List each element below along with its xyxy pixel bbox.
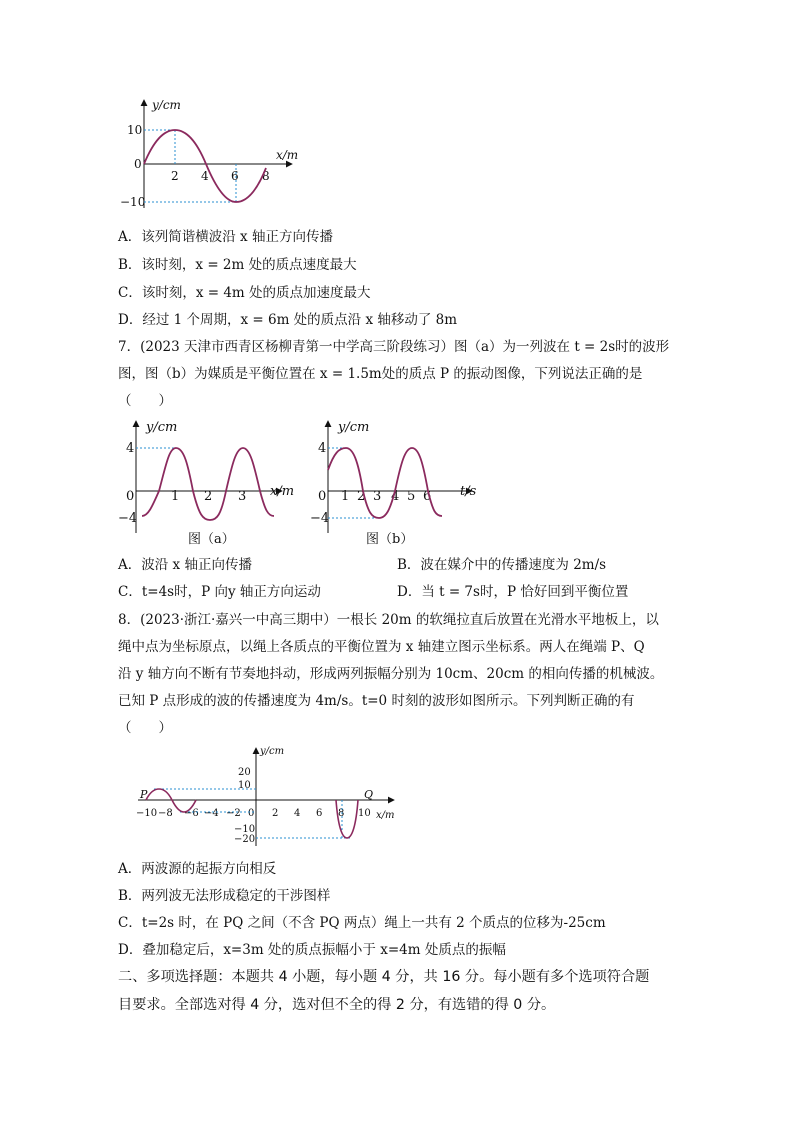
x-tick-label: 2 xyxy=(272,808,279,819)
q8-option-c[interactable]: C．t=2s 时，在 PQ 之间（不含 PQ 两点）绳上一共有 2 个质点的位移为-25cm xyxy=(118,915,606,931)
q6-option-a[interactable]: A．该列简谐横波沿 x 轴正方向传播 xyxy=(118,229,333,245)
x-tick-label: 4 xyxy=(201,169,209,183)
q8-stem-line2: 绳中点为坐标原点，以绳上各质点的平衡位置为 x 轴建立图示坐标系。两人在绳端 P、Q xyxy=(118,639,645,655)
y-tick-label: 0 xyxy=(134,157,142,171)
x-axis-label: x/m xyxy=(270,484,295,499)
x-tick-label: 4 xyxy=(294,808,301,819)
x-tick-label: −4 xyxy=(204,808,219,819)
x-tick-label: 6 xyxy=(316,808,323,819)
x-tick-label: 3 xyxy=(373,489,382,504)
x-tick-label: 8 xyxy=(338,808,345,819)
q7-answer-paren: （ ） xyxy=(118,393,172,409)
x-axis-label: t/s xyxy=(460,484,477,499)
y-tick-label: −4 xyxy=(118,511,138,526)
y-axis-label: y/cm xyxy=(152,98,181,112)
q6-option-c[interactable]: C．该时刻，x = 4m 处的质点加速度最大 xyxy=(118,285,371,301)
y-tick-label: 4 xyxy=(126,441,135,456)
q6-option-d[interactable]: D．经过 1 个周期，x = 6m 处的质点沿 x 轴移动了 8m xyxy=(118,312,458,328)
y-tick-label: −20 xyxy=(234,834,256,845)
q7-figure-b xyxy=(308,415,483,550)
x-tick-label: −6 xyxy=(184,808,199,819)
q7-option-d[interactable]: D．当 t = 7s时，P 恰好回到平衡位置 xyxy=(397,584,629,600)
q8-stem-line4: 已知 P 点形成的波的传播速度为 4m/s。t=0 时刻的波形如图所示。下列判断正确的有 xyxy=(118,693,635,709)
q8-stem-line1: 8．(2023·浙江·嘉兴一中高三期中）一根长 20m 的软绳拉直后放置在光滑水平地板上，以 xyxy=(118,612,659,628)
section2-heading-line1: 二、多项选择题：本题共 4 小题，每小题 4 分，共 16 分。每小题有多个选项符合题 xyxy=(118,969,650,985)
x-tick-label: 2 xyxy=(171,169,179,183)
x-tick-label: −2 xyxy=(226,808,241,819)
x-tick-label: 1 xyxy=(171,489,180,504)
y-tick-label: −4 xyxy=(310,511,330,526)
x-tick-label: 8 xyxy=(262,169,270,183)
y-tick-label: 0 xyxy=(318,489,327,504)
y-axis-label: y/cm xyxy=(260,746,285,757)
x-tick-label: 10 xyxy=(358,808,371,819)
x-tick-label: −8 xyxy=(158,808,173,819)
y-tick-label: 0 xyxy=(126,489,135,504)
figure-caption: 图（a） xyxy=(188,532,235,547)
wave-q-curve xyxy=(336,800,358,838)
x-axis-label: x/m xyxy=(376,810,395,821)
wave-curve xyxy=(144,130,266,202)
x-tick-label: 3 xyxy=(238,489,247,504)
q7-stem-line1: 7．(2023 天津市西青区杨柳青第一中学高三阶段练习）图（a）为一列波在 t = 2s时的波形 xyxy=(118,339,670,355)
x-tick-label: 2 xyxy=(204,489,213,504)
q6-option-b[interactable]: B．该时刻，x = 2m 处的质点速度最大 xyxy=(118,257,357,273)
x-tick-label: −10 xyxy=(136,808,158,819)
q8-option-d[interactable]: D．叠加稳定后，x=3m 处的质点振幅小于 x=4m 处质点的振幅 xyxy=(118,942,506,958)
x-tick-label: 6 xyxy=(231,169,239,183)
section2-heading-line2: 目要求。全部选对得 4 分，选对但不全的得 2 分，有选错的得 0 分。 xyxy=(118,997,556,1013)
x-tick-label: 4 xyxy=(391,489,400,504)
x-axis-label: x/m xyxy=(276,148,299,162)
q7-option-c[interactable]: C．t=4s时，P 向y 轴正方向运动 xyxy=(118,584,321,600)
y-tick-label: 20 xyxy=(238,767,251,778)
q7-option-a[interactable]: A．波沿 x 轴正向传播 xyxy=(118,557,252,573)
q7-stem-line2: 图，图（b）为媒质是平衡位置在 x = 1.5m处的质点 P 的振动图像，下列说法正确的是 xyxy=(118,366,643,382)
y-tick-label: 4 xyxy=(318,441,327,456)
q8-wave-figure xyxy=(132,742,402,854)
q8-option-b[interactable]: B．两列波无法形成稳定的干涉图样 xyxy=(118,888,331,904)
y-tick-label: 10 xyxy=(127,123,143,137)
q7-option-b[interactable]: B．波在媒介中的传播速度为 2m/s xyxy=(397,557,607,573)
q8-option-a[interactable]: A．两波源的起振方向相反 xyxy=(118,861,277,877)
q8-stem-line3: 沿 y 轴方向不断有节奏地抖动，形成两列振幅分别为 10cm、20cm 的相向传播的机械波。 xyxy=(118,666,664,682)
figure-caption: 图（b） xyxy=(366,532,414,547)
x-tick-label: 1 xyxy=(341,489,350,504)
y-tick-label: −10 xyxy=(120,195,146,209)
q7-figure-a xyxy=(118,415,303,550)
x-tick-label: 0 xyxy=(248,808,255,819)
point-p-label: P xyxy=(140,788,148,801)
y-tick-label: 10 xyxy=(238,780,251,791)
q8-answer-paren: （ ） xyxy=(118,720,172,736)
x-tick-label: 2 xyxy=(357,489,366,504)
x-tick-label: 5 xyxy=(407,489,416,504)
y-tick-label: −10 xyxy=(234,824,256,835)
point-q-label: Q xyxy=(364,788,374,801)
y-axis-label: y/cm xyxy=(146,420,178,435)
x-tick-label: 6 xyxy=(423,489,432,504)
q6-wave-figure xyxy=(120,96,310,218)
y-axis-label: y/cm xyxy=(338,420,370,435)
wave-curve xyxy=(142,448,274,520)
wave-curve xyxy=(328,448,442,518)
